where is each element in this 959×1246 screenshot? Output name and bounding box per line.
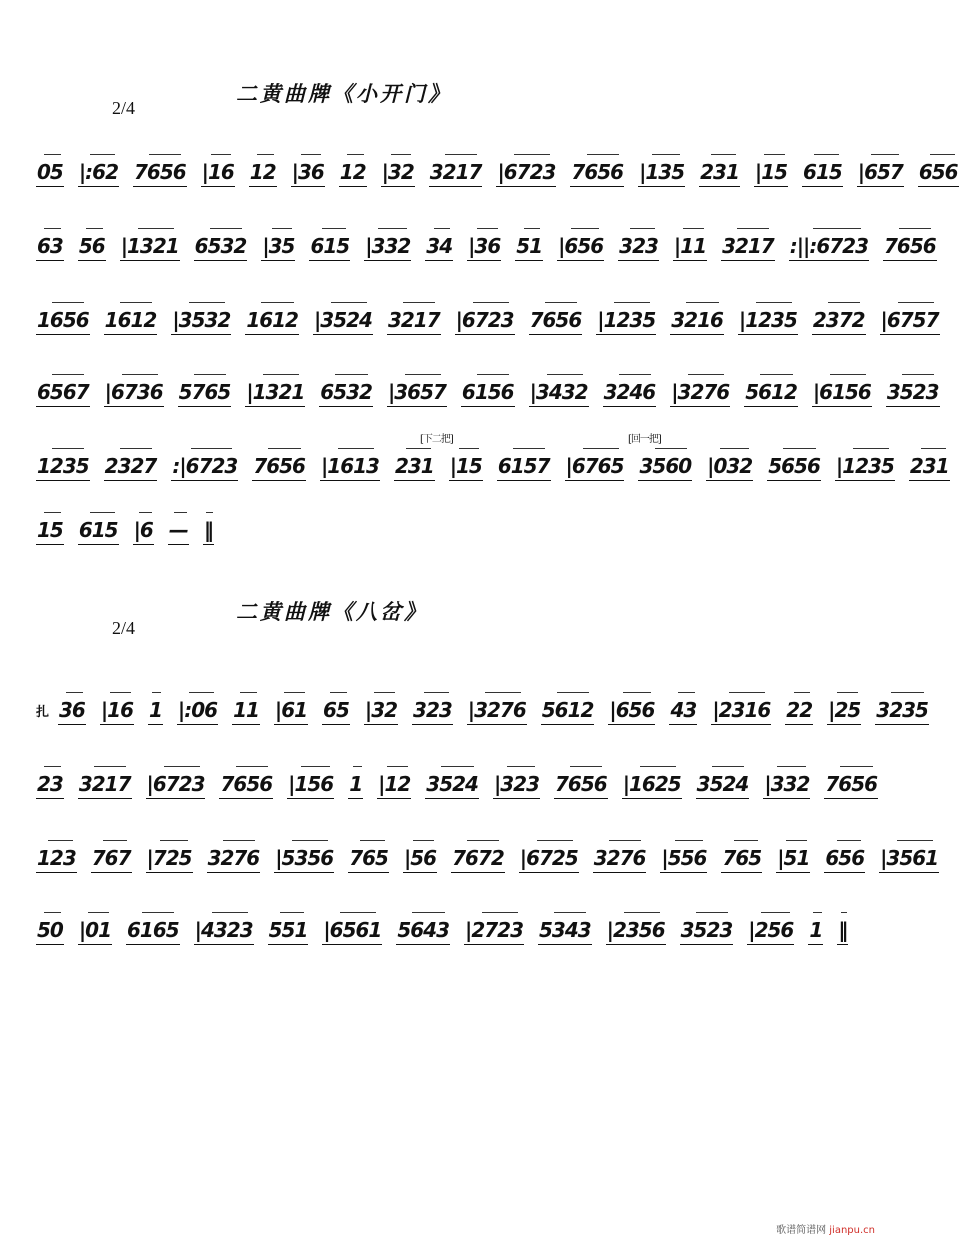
note-group: |3657 bbox=[387, 380, 446, 404]
note-group: 2327 bbox=[104, 454, 157, 478]
note-group: 63 bbox=[37, 234, 63, 258]
note-group: |256 bbox=[748, 918, 794, 942]
note-group: 43 bbox=[670, 698, 697, 722]
note-group: |61 bbox=[274, 698, 308, 722]
note-group: |6156 bbox=[812, 380, 871, 404]
note-group: |332 bbox=[365, 234, 411, 258]
note-group: 3523 bbox=[680, 918, 733, 942]
line-prefix: 扎 bbox=[36, 704, 49, 720]
score-line bbox=[36, 152, 958, 192]
note-group: |4323 bbox=[194, 918, 253, 942]
note-group: 34 bbox=[426, 234, 453, 258]
note-group: 1612 bbox=[104, 308, 157, 332]
score-line bbox=[36, 300, 939, 340]
note-group: |5356 bbox=[275, 846, 334, 870]
note-group: :||:6723 bbox=[789, 234, 869, 258]
note-group: |725 bbox=[146, 846, 192, 870]
score-line bbox=[36, 510, 836, 550]
note-group: |6 bbox=[133, 518, 153, 542]
note-group: 3524 bbox=[696, 772, 749, 796]
note-group: 22 bbox=[786, 698, 813, 722]
watermark-text: 歌谱简谱网 bbox=[776, 1225, 827, 1236]
note-group: — bbox=[168, 518, 188, 542]
note-group: 323 bbox=[619, 234, 658, 258]
note-group: |1235 bbox=[738, 308, 797, 332]
note-group: 7656 bbox=[253, 454, 305, 478]
note-group: 1 bbox=[809, 918, 823, 942]
note-group: |135 bbox=[639, 160, 685, 184]
note-group: 3276 bbox=[207, 846, 260, 870]
note-group: |1235 bbox=[835, 454, 894, 478]
note-group: 56 bbox=[78, 234, 105, 258]
note-group: |16 bbox=[201, 160, 234, 184]
note-group: 1612 bbox=[246, 308, 298, 332]
note-group: |156 bbox=[288, 772, 334, 796]
note-group: ‖ bbox=[838, 918, 848, 942]
note-group: 5656 bbox=[768, 454, 820, 478]
note-group: |3276 bbox=[467, 698, 526, 722]
note-group: 615 bbox=[803, 160, 842, 184]
note-group: |1321 bbox=[120, 234, 179, 258]
note-group: 123 bbox=[37, 846, 76, 870]
note-group: |11 bbox=[673, 234, 707, 258]
note-group: |6723 bbox=[455, 308, 514, 332]
note-group: 6156 bbox=[461, 380, 514, 404]
note-group: |332 bbox=[764, 772, 810, 796]
note-group: |1321 bbox=[246, 380, 305, 404]
note-group: 3523 bbox=[886, 380, 939, 404]
piece-title: 二黄曲牌《小开门》 bbox=[236, 82, 452, 106]
note-group: 7656 bbox=[571, 160, 624, 184]
note-group: |51 bbox=[777, 846, 810, 870]
note-group: |556 bbox=[661, 846, 707, 870]
note-group: 7656 bbox=[529, 308, 582, 332]
note-group: |:06 bbox=[177, 698, 218, 722]
score-line bbox=[36, 434, 949, 486]
annotation-xia-er-ba: [下二把] bbox=[420, 434, 453, 445]
note-group: |3432 bbox=[529, 380, 588, 404]
note-group: |36 bbox=[468, 234, 501, 258]
note-group: |15 bbox=[449, 454, 482, 478]
piece-title: 二黄曲牌《八岔》 bbox=[236, 600, 428, 624]
note-group: 6532 bbox=[320, 380, 372, 404]
note-group: 5343 bbox=[538, 918, 591, 942]
note-group: 3217 bbox=[78, 772, 131, 796]
note-group: 656 bbox=[918, 160, 958, 184]
note-group: 3235 bbox=[876, 698, 928, 722]
note-group: |3524 bbox=[313, 308, 372, 332]
note-group: 7656 bbox=[884, 234, 936, 258]
note-group: |6723 bbox=[146, 772, 205, 796]
note-group: |32 bbox=[381, 160, 414, 184]
note-group: 551 bbox=[268, 918, 308, 942]
note-group: 6532 bbox=[194, 234, 247, 258]
note-group: |323 bbox=[493, 772, 540, 796]
note-group: |6736 bbox=[104, 380, 163, 404]
note-group: |32 bbox=[364, 698, 398, 722]
note-group: 51 bbox=[516, 234, 543, 258]
note-group: |3276 bbox=[671, 380, 730, 404]
note-group: 15 bbox=[37, 518, 63, 542]
note-group: |6765 bbox=[565, 454, 624, 478]
note-group: 5612 bbox=[745, 380, 797, 404]
note-group: |657 bbox=[857, 160, 903, 184]
note-group: |1625 bbox=[622, 772, 681, 796]
note-group: |6723 bbox=[497, 160, 556, 184]
note-group: |6561 bbox=[323, 918, 382, 942]
note-group: 1656 bbox=[37, 308, 89, 332]
note-group: |56 bbox=[403, 846, 437, 870]
note-group: 767 bbox=[91, 846, 131, 870]
note-group: 5612 bbox=[541, 698, 594, 722]
note-group: 5765 bbox=[178, 380, 231, 404]
note-group: 12 bbox=[339, 160, 366, 184]
note-group: |2316 bbox=[712, 698, 771, 722]
note-group: 1235 bbox=[37, 454, 89, 478]
note-group: |16 bbox=[100, 698, 133, 722]
note-group: 1 bbox=[349, 772, 363, 796]
note-group: 656 bbox=[825, 846, 865, 870]
note-group: |01 bbox=[78, 918, 111, 942]
note-group: 12 bbox=[249, 160, 276, 184]
note-group: |3532 bbox=[172, 308, 231, 332]
score-line bbox=[36, 910, 848, 950]
note-group: |6757 bbox=[880, 308, 939, 332]
note-group: 765 bbox=[349, 846, 388, 870]
note-group: |032 bbox=[707, 454, 753, 478]
score-line bbox=[36, 764, 878, 804]
note-group: 3560 bbox=[639, 454, 692, 478]
note-group: |36 bbox=[291, 160, 324, 184]
note-group: |35 bbox=[262, 234, 295, 258]
note-group: 1 bbox=[149, 698, 162, 722]
note-group: 5643 bbox=[397, 918, 450, 942]
score-line bbox=[36, 372, 939, 412]
note-group: 3524 bbox=[426, 772, 478, 796]
note-group: 36 bbox=[59, 698, 85, 722]
note-group: 3216 bbox=[671, 308, 723, 332]
note-group: 05 bbox=[37, 160, 63, 184]
note-group: |2723 bbox=[465, 918, 523, 942]
score-line bbox=[36, 838, 939, 878]
note-group: |1235 bbox=[597, 308, 656, 332]
note-group: 2372 bbox=[812, 308, 865, 332]
note-group: 6567 bbox=[37, 380, 89, 404]
note-group: |656 bbox=[609, 698, 655, 722]
note-group: 3217 bbox=[722, 234, 774, 258]
note-group: 7672 bbox=[452, 846, 504, 870]
note-group: :|6723 bbox=[172, 454, 238, 478]
note-group: |3561 bbox=[880, 846, 939, 870]
time-signature: 2/4 bbox=[112, 98, 136, 118]
watermark bbox=[776, 1221, 875, 1236]
score-line bbox=[36, 226, 936, 266]
note-group: |:62 bbox=[78, 160, 118, 184]
note-group: 3246 bbox=[603, 380, 656, 404]
note-group: 7656 bbox=[825, 772, 878, 796]
note-group: |2356 bbox=[606, 918, 665, 942]
note-group: |12 bbox=[378, 772, 411, 796]
note-group: ‖ bbox=[203, 518, 213, 542]
note-group: 615 bbox=[78, 518, 118, 542]
note-group: |25 bbox=[828, 698, 861, 722]
score-line bbox=[36, 690, 928, 730]
note-group: |1613 bbox=[320, 454, 379, 478]
note-group: 7656 bbox=[133, 160, 186, 184]
annotation-hui-yi-ba: [回一把] bbox=[628, 434, 661, 445]
note-group: 65 bbox=[323, 698, 349, 722]
note-group: |6725 bbox=[519, 846, 578, 870]
note-group: 231 bbox=[394, 454, 434, 478]
note-group: 615 bbox=[310, 234, 350, 258]
note-group: 765 bbox=[722, 846, 762, 870]
note-group: 7656 bbox=[555, 772, 607, 796]
note-group: 7656 bbox=[220, 772, 273, 796]
note-group: 3217 bbox=[429, 160, 482, 184]
time-signature: 2/4 bbox=[112, 618, 136, 638]
note-group: 11 bbox=[233, 698, 259, 722]
note-group: |15 bbox=[754, 160, 788, 184]
note-group: 323 bbox=[413, 698, 452, 722]
note-group: 231 bbox=[700, 160, 739, 184]
note-group: 50 bbox=[37, 918, 63, 942]
note-group: 3276 bbox=[593, 846, 646, 870]
note-group: |656 bbox=[558, 234, 604, 258]
watermark-url: jianpu.cn bbox=[829, 1225, 875, 1236]
note-group: 231 bbox=[909, 454, 949, 478]
note-group: 6165 bbox=[126, 918, 179, 942]
note-group: 6157 bbox=[497, 454, 550, 478]
note-group: 3217 bbox=[387, 308, 440, 332]
note-group: 23 bbox=[37, 772, 63, 796]
